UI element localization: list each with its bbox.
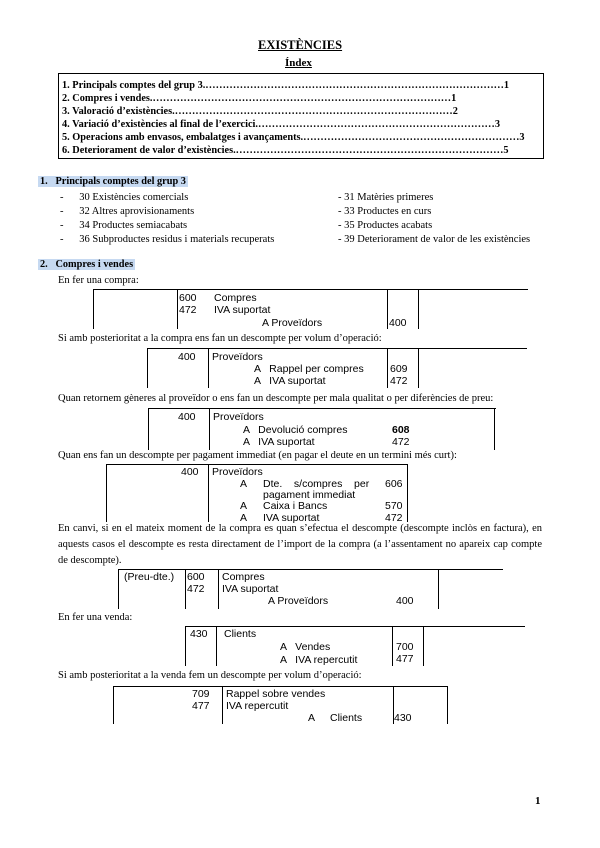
page-number: 1 <box>535 795 541 807</box>
paragraph: Quan ens fan un descompte per pagament immediat (en pagar el deute en un termini més curt): <box>58 450 457 461</box>
account-list-item: - 32 Altres aprovisionaments <box>60 206 195 217</box>
toc-entry[interactable]: 5. Operacions amb envasos, embalatges i avançaments.………………………………………………………3 <box>62 132 525 143</box>
account-list-item: - 35 Productes acabats <box>338 220 433 231</box>
paragraph: En fer una compra: <box>58 275 139 286</box>
paragraph: Quan retornem gèneres al proveïdor o ens fan un descompte per mala qualitat o per diferències de preu: <box>58 393 494 404</box>
section-1-heading: 1. Principals comptes del grup 3 <box>40 176 186 187</box>
toc-entry[interactable]: 1. Principals comptes del grup 3.……………………………………………………………………………1 <box>62 80 510 91</box>
paragraph: Si amb posterioritat a la compra ens fan un descompte per volum d’operació: <box>58 333 382 344</box>
account-list-item: - 30 Existències comercials <box>60 192 189 203</box>
account-list-item: - 36 Subproductes residus i materials recuperats <box>60 234 275 245</box>
toc-entry[interactable]: 6. Deteriorament de valor d’existències.……………………………………………………………………5 <box>62 145 509 156</box>
toc-entry[interactable]: 3. Valoració d’existències.………………………………………………………………………2 <box>62 106 458 117</box>
account-list-item: - 33 Productes en curs <box>338 206 432 217</box>
account-list-item: - 31 Matèries primeres <box>338 192 434 203</box>
page-title: EXISTÈNCIES <box>258 38 343 52</box>
paragraph: En fer una venda: <box>58 612 133 623</box>
section-2-heading: 2. Compres i vendes <box>40 259 134 270</box>
paragraph: En canvi, si en el mateix moment de la compra es quan s’efectua el descompte (descompte inclòs en factura), en aquests casos el descompte es resta directament de l’import de la compra (a l’assentament no apareix cap compte de descompte). <box>58 523 542 566</box>
toc-entry[interactable]: 2. Compres i vendes.……………………………………………………………………………1 <box>62 93 457 104</box>
paragraph: Si amb posterioritat a la venda fem un descompte per volum d’operació: <box>58 670 362 681</box>
account-list-item: - 34 Productes semiacabats <box>60 220 188 231</box>
account-list-item: - 39 Deteriorament de valor de les existències <box>338 234 531 245</box>
index-title: Índex <box>285 57 312 69</box>
toc-entry[interactable]: 4. Variació d’existències al final de l’exercici.……………………………………………………………3 <box>62 119 500 130</box>
